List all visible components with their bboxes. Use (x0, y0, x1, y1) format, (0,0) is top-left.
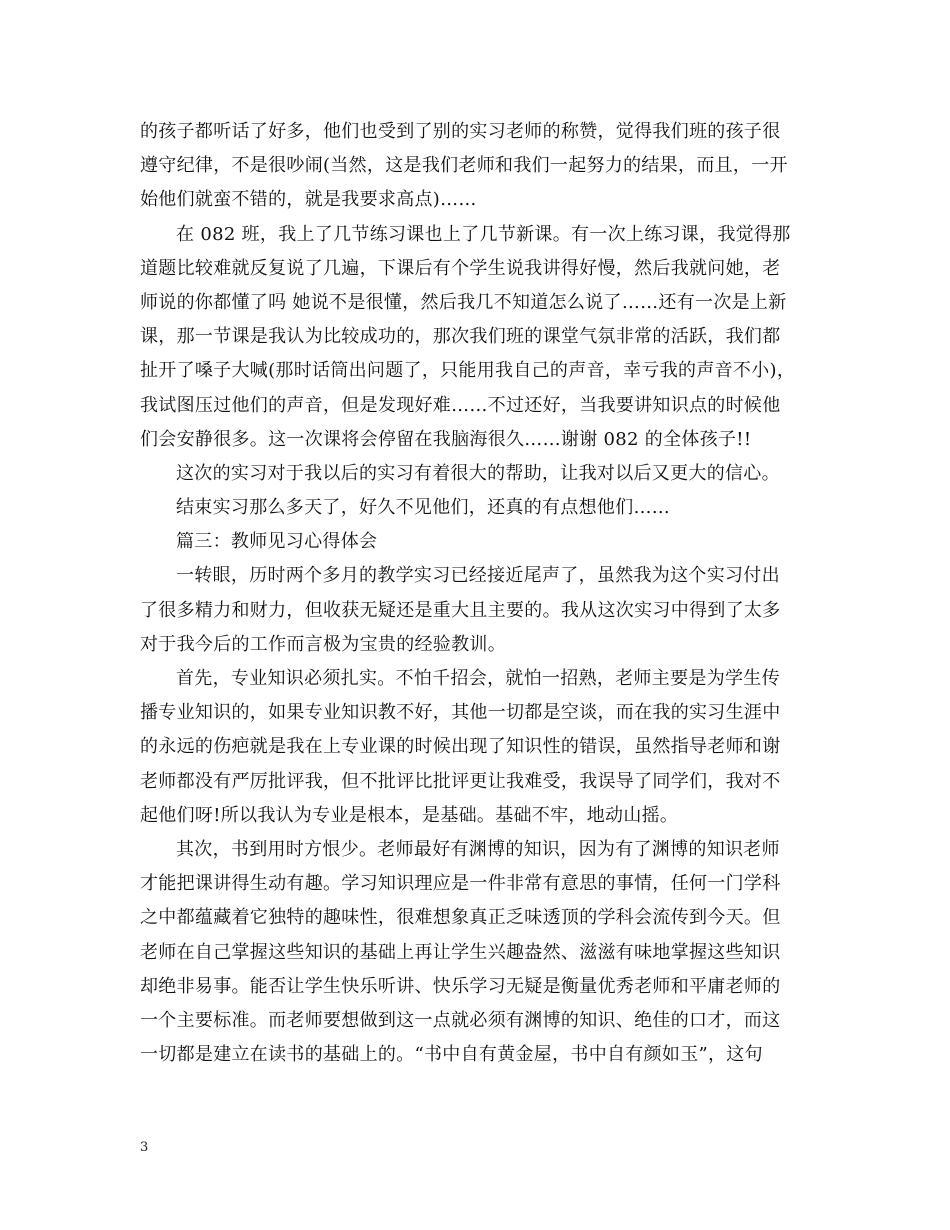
paragraph-start-line: 结束实习那么多天了，好久不见他们，还真的有点想他们…… (176, 497, 671, 519)
text-line: 起他们呀!所以我认为专业是根本，是基础。基础不牢，地动山摇。 (140, 804, 679, 826)
text-line: 师说的你都懂了吗 她说不是很懂，然后我几不知道怎么说了……还有一次是上新 (140, 291, 787, 313)
text-line: 遵守纪律，不是很吵闹(当然，这是我们老师和我们一起努力的结果，而且，一开 (140, 155, 788, 177)
text-line: 才能把课讲得生动有趣。学习知识理应是一件非常有意思的事情，任何一门学科 (140, 873, 781, 895)
text-line: 老师在自己掌握这些知识的基础上再让学生兴趣盎然、滋滋有味地掌握这些知识 (140, 941, 781, 963)
text-line: 对于我今后的工作而言极为宝贵的经验教训。 (140, 633, 506, 655)
section-heading: 篇三：教师见习心得体会 (176, 531, 378, 553)
text-line: 们会安静很多。这一次课将会停留在我脑海很久……谢谢 082 的全体孩子!! (140, 428, 752, 450)
text-line: 扯开了嗓子大喊(那时话筒出问题了，只能用我自己的声音，幸亏我的声音不小)， (140, 360, 796, 382)
text-line: 道题比较难就反复说了几遍，下课后有个学生说我讲得好慢，然后我就问她，老 (140, 257, 781, 279)
text-line: 了很多精力和财力，但收获无疑还是重大且主要的。我从这次实习中得到了太多 (140, 599, 781, 621)
paragraph-start-line: 在 082 班，我上了几节练习课也上了几节新课。有一次上练习课，我觉得那 (176, 223, 791, 245)
text-line: 课，那一节课是我认为比较成功的，那次我们班的课堂气氛非常的活跃，我们都 (140, 326, 781, 348)
page-number: 3 (140, 1140, 149, 1155)
paragraph-start-line: 首先，专业知识必须扎实。不怕千招会，就怕一招熟，老师主要是为学生传 (176, 668, 780, 689)
paragraph-start-line: 一转眼，历时两个多月的教学实习已经接近尾声了，虽然我为这个实习付出 (176, 565, 780, 587)
document-body (140, 115, 820, 1072)
text-line: 之中都蕴藏着它独特的趣味性，很难想象真正乏味透顶的学科会流传到今天。但 (140, 907, 781, 929)
text-line: 的孩子都听话了好多，他们也受到了别的实习老师的称赞，觉得我们班的孩子很 (140, 121, 781, 142)
text-line: 始他们就蛮不错的，就是我要求高点)…… (140, 189, 477, 211)
text-line: 却绝非易事。能否让学生快乐听讲、快乐学习无疑是衡量优秀老师和平庸老师的 (140, 975, 781, 997)
text-line: 播专业知识的，如果专业知识教不好，其他一切都是空谈，而在我的实习生涯中 (140, 702, 781, 724)
text-line: 老师都没有严厉批评我，但不批评比批评更让我难受，我误导了同学们，我对不 (140, 770, 781, 792)
text-line: 一切都是建立在读书的基础上的。“书中自有黄金屋，书中自有颜如玉”，这句 (140, 1044, 763, 1066)
text-line: 的永远的伤疤就是我在上专业课的时候出现了知识性的错误，虽然指导老师和谢 (140, 736, 781, 758)
text-line: 一个主要标准。而老师要想做到这一点就必须有渊博的知识、绝佳的口才，而这 (140, 1009, 781, 1031)
paragraph-start-line: 这次的实习对于我以后的实习有着很大的帮助，让我对以后又更大的信心。 (176, 462, 780, 484)
paragraph-start-line: 其次，书到用时方恨少。老师最好有渊博的知识，因为有了渊博的知识老师 (176, 838, 780, 860)
text-line: 我试图压过他们的声音，但是发现好难……不过还好，当我要讲知识点的时候他 (140, 394, 781, 416)
